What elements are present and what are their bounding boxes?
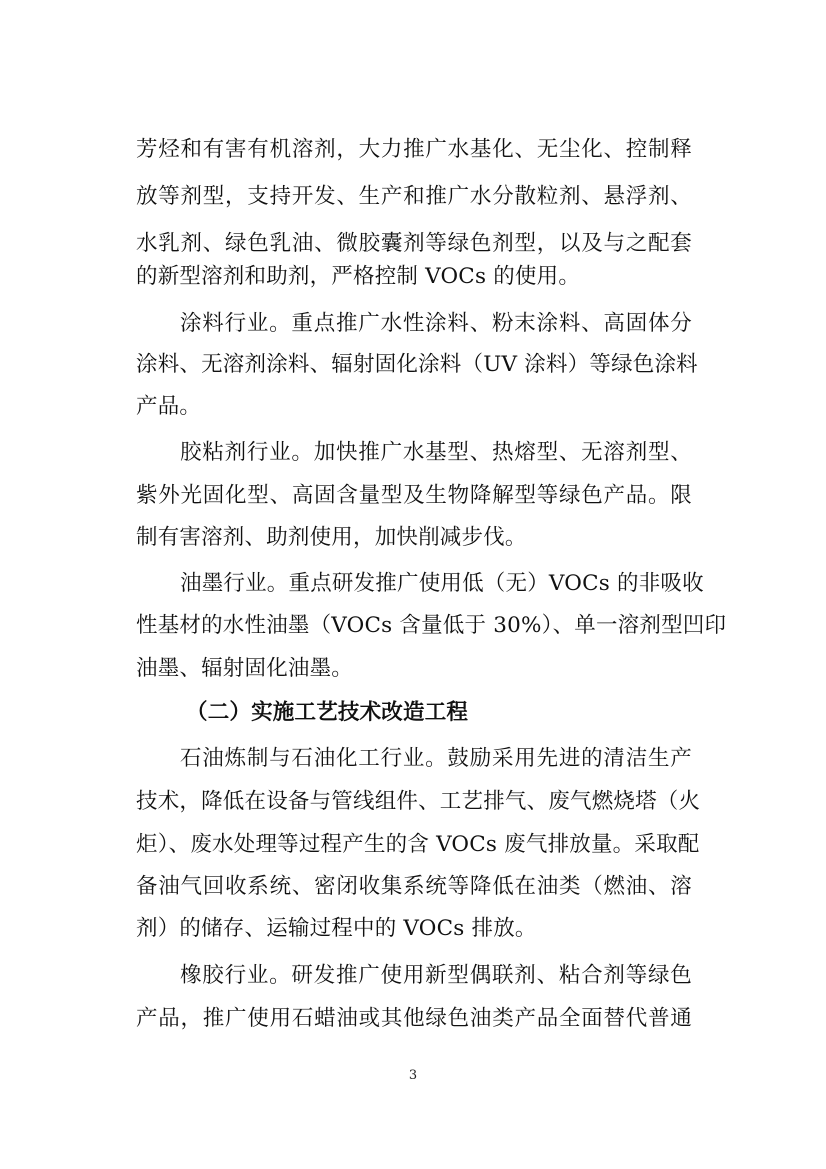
text-line-4: 的新型溶剂和助剂，严格控制 VOCs 的使用。	[136, 264, 581, 289]
text-line-5: 涂料行业。重点推广水性涂料、粉末涂料、高固体分	[180, 311, 692, 336]
text-line-17: 炬）、废水处理等过程产生的含 VOCs 废气排放量。采取配	[136, 832, 700, 857]
text-line-20: 橡胶行业。研发推广使用新型偶联剂、粘合剂等绿色	[180, 963, 692, 988]
text-line-2: 放等剂型，支持开发、生产和推广水分散粒剂、悬浮剂、	[136, 184, 692, 209]
text-line-3: 水乳剂、绿色乳油、微胶囊剂等绿色剂型，以及与之配套	[136, 231, 692, 256]
text-line-13: 油墨、辐射固化油墨。	[136, 656, 354, 681]
text-line-12: 性基材的水性油墨（VOCs 含量低于 30%）、单一溶剂型凹印	[136, 613, 727, 638]
text-line-1: 芳烃和有害有机溶剂，大力推广水基化、无尘化、控制释	[136, 137, 692, 162]
text-line-6: 涂料、无溶剂涂料、辐射固化涂料（UV 涂料）等绿色涂料	[136, 352, 698, 377]
text-line-8: 胶粘剂行业。加快推广水基型、热熔型、无溶剂型、	[180, 440, 692, 465]
text-line-21: 产品，推广使用石蜡油或其他绿色油类产品全面替代普通	[136, 1006, 692, 1031]
section-heading: （二）实施工艺技术改造工程	[186, 700, 469, 725]
text-line-19: 剂）的储存、运输过程中的 VOCs 排放。	[136, 916, 537, 941]
text-line-11: 油墨行业。重点研发推广使用低（无）VOCs 的非吸收	[180, 571, 704, 596]
page-number: 3	[408, 1068, 418, 1083]
text-line-15: 石油炼制与石油化工行业。鼓励采用先进的清洁生产	[180, 746, 692, 771]
text-line-9: 紫外光固化型、高固含量型及生物降解型等绿色产品。限	[136, 483, 692, 508]
text-line-16: 技术，降低在设备与管线组件、工艺排气、废气燃烧塔（火	[136, 789, 701, 814]
text-line-10: 制有害溶剂、助剂使用，加快削减步伐。	[136, 525, 527, 550]
text-line-18: 备油气回收系统、密闭收集系统等降低在油类（燃油、溶	[136, 874, 692, 899]
text-line-7: 产品。	[136, 394, 202, 419]
